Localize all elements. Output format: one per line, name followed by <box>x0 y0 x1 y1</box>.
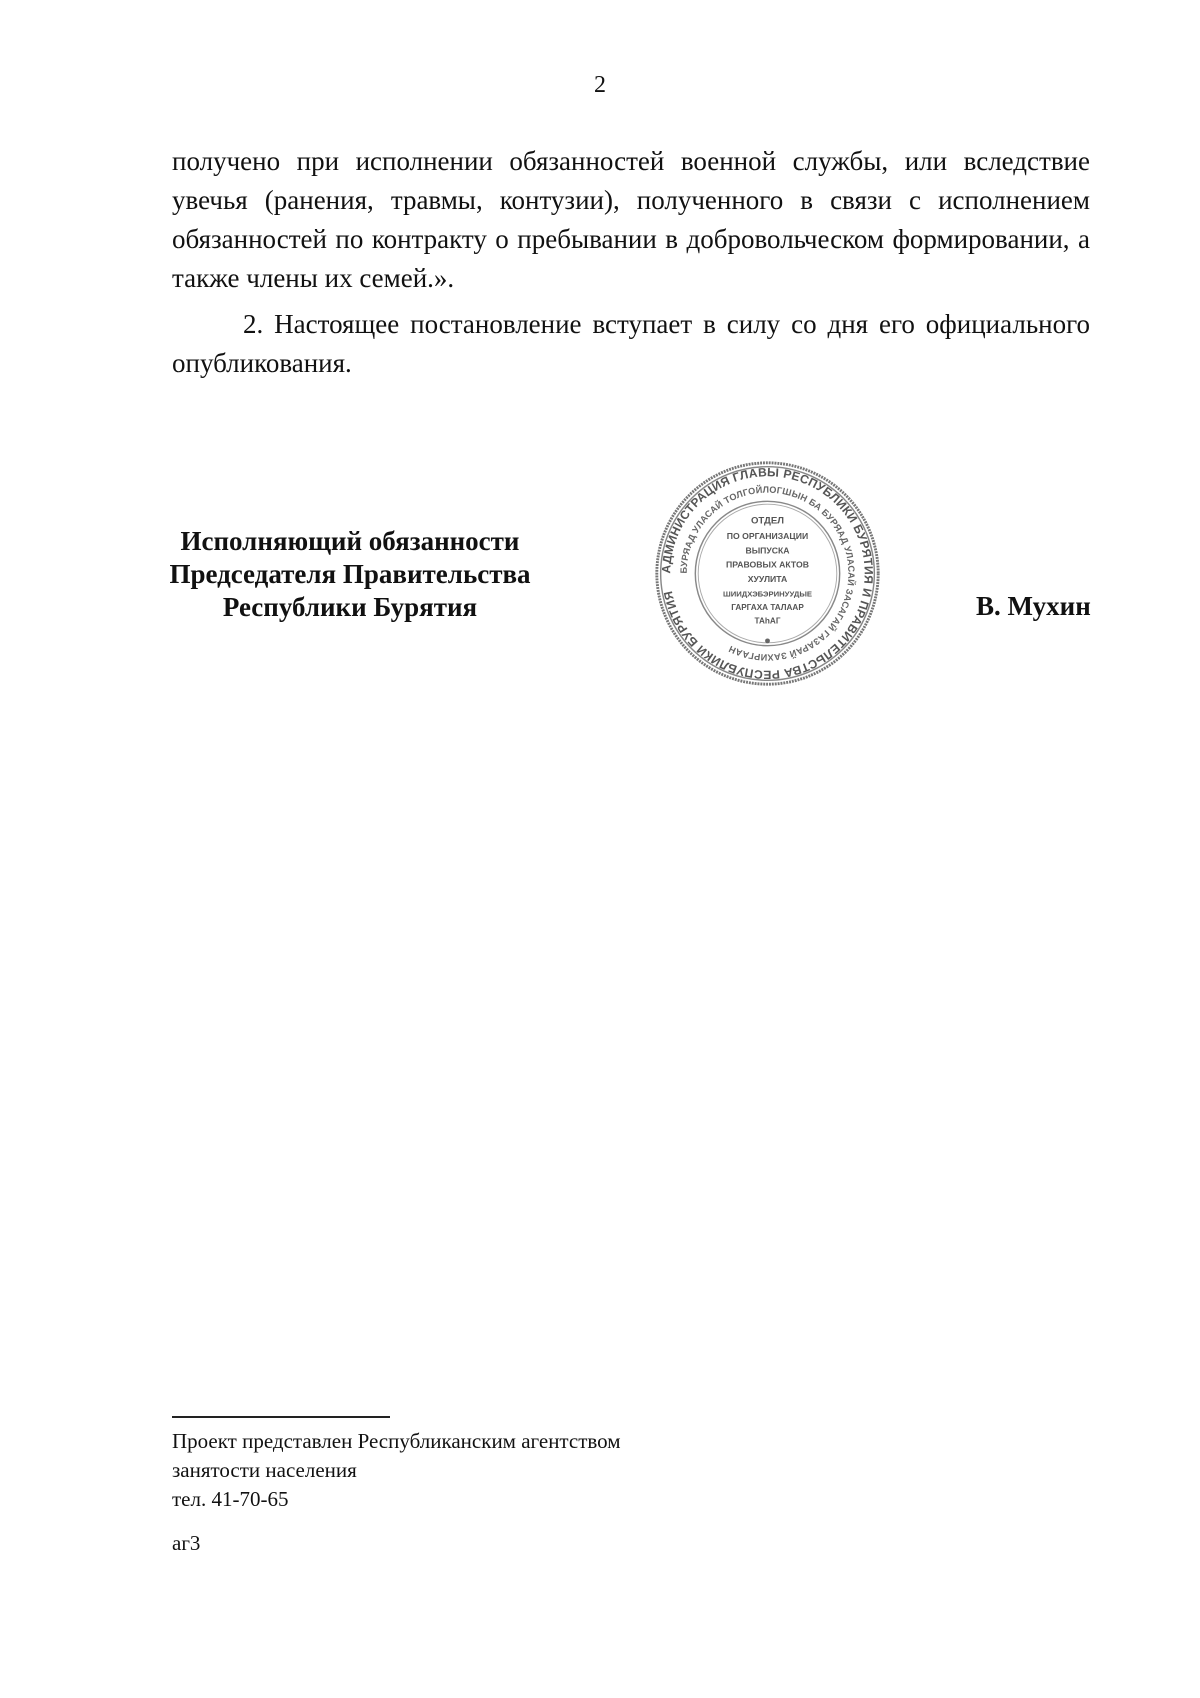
seal-center-line: ТАһАГ <box>754 616 781 626</box>
seal-center-line: ПО ОРГАНИЗАЦИИ <box>726 530 809 541</box>
svg-text:БУРЯАД УЛАСАЙ ТОЛГОЙЛОГШЫН БА <box>679 484 858 663</box>
signatory-position-line: Исполняющий обязанности <box>180 526 520 556</box>
signatory-position <box>150 525 550 624</box>
signatory-name: В. Мухин <box>976 591 1091 621</box>
seal-center-line: ХУУЛИТА <box>747 574 788 585</box>
footnote <box>172 1427 621 1514</box>
seal-ring-text: АДМИНИСТРАЦИЯ ГЛАВЫ РЕСПУБЛИКИ БУРЯТИЯ И ПРАВИТЕЛЬСТВА РЕСПУБЛИКИ БУРЯТИЯ <box>659 465 876 682</box>
footnote-line: занятости населения <box>172 1458 357 1482</box>
official-seal <box>652 458 883 689</box>
seal-center-line: ОТДЕЛ <box>750 515 785 527</box>
document-code: аг3 <box>172 1531 201 1555</box>
seal-center-line: ШИИДХЭБЭРИНУУДЫЕ <box>723 589 812 599</box>
paragraph-effective-date: 2. Настоящее постановление вступает в силу со дня его официального опубликования. <box>172 309 1090 378</box>
seal-dot <box>765 638 770 643</box>
paragraph-continuation: получено при исполнении обязанностей военной службы, или вследствие увечья (ранения, травмы, контузии), полученного в связи с исполнением обязанностей по контракту о пребывании в добровольческом формировании, а также члены их семей.». <box>172 146 1090 293</box>
footnote-line: тел. 41-70-65 <box>172 1487 289 1511</box>
page-number: 2 <box>594 72 606 98</box>
signatory-position-line: Республики Бурятия <box>222 592 478 622</box>
seal-center-line: ГАРГАХА ТАЛААР <box>731 603 804 613</box>
signatory-position-line: Председателя Правительства <box>169 559 531 589</box>
seal-center-line: ВЫПУСКА <box>745 545 790 556</box>
footnote-line: Проект представлен Республиканским агентством <box>172 1429 621 1453</box>
seal-ring-inner-text: БУРЯАД УЛАСАЙ ТОЛГОЙЛОГШЫН БА БУРЯАД УЛАСАЙ ЗАСАГАЙ ГАЗАРАЙ ЗАХИРГААН <box>678 484 857 663</box>
seal-center-line: ПРАВОВЫХ АКТОВ <box>726 559 809 570</box>
footnote-divider <box>172 1416 390 1418</box>
